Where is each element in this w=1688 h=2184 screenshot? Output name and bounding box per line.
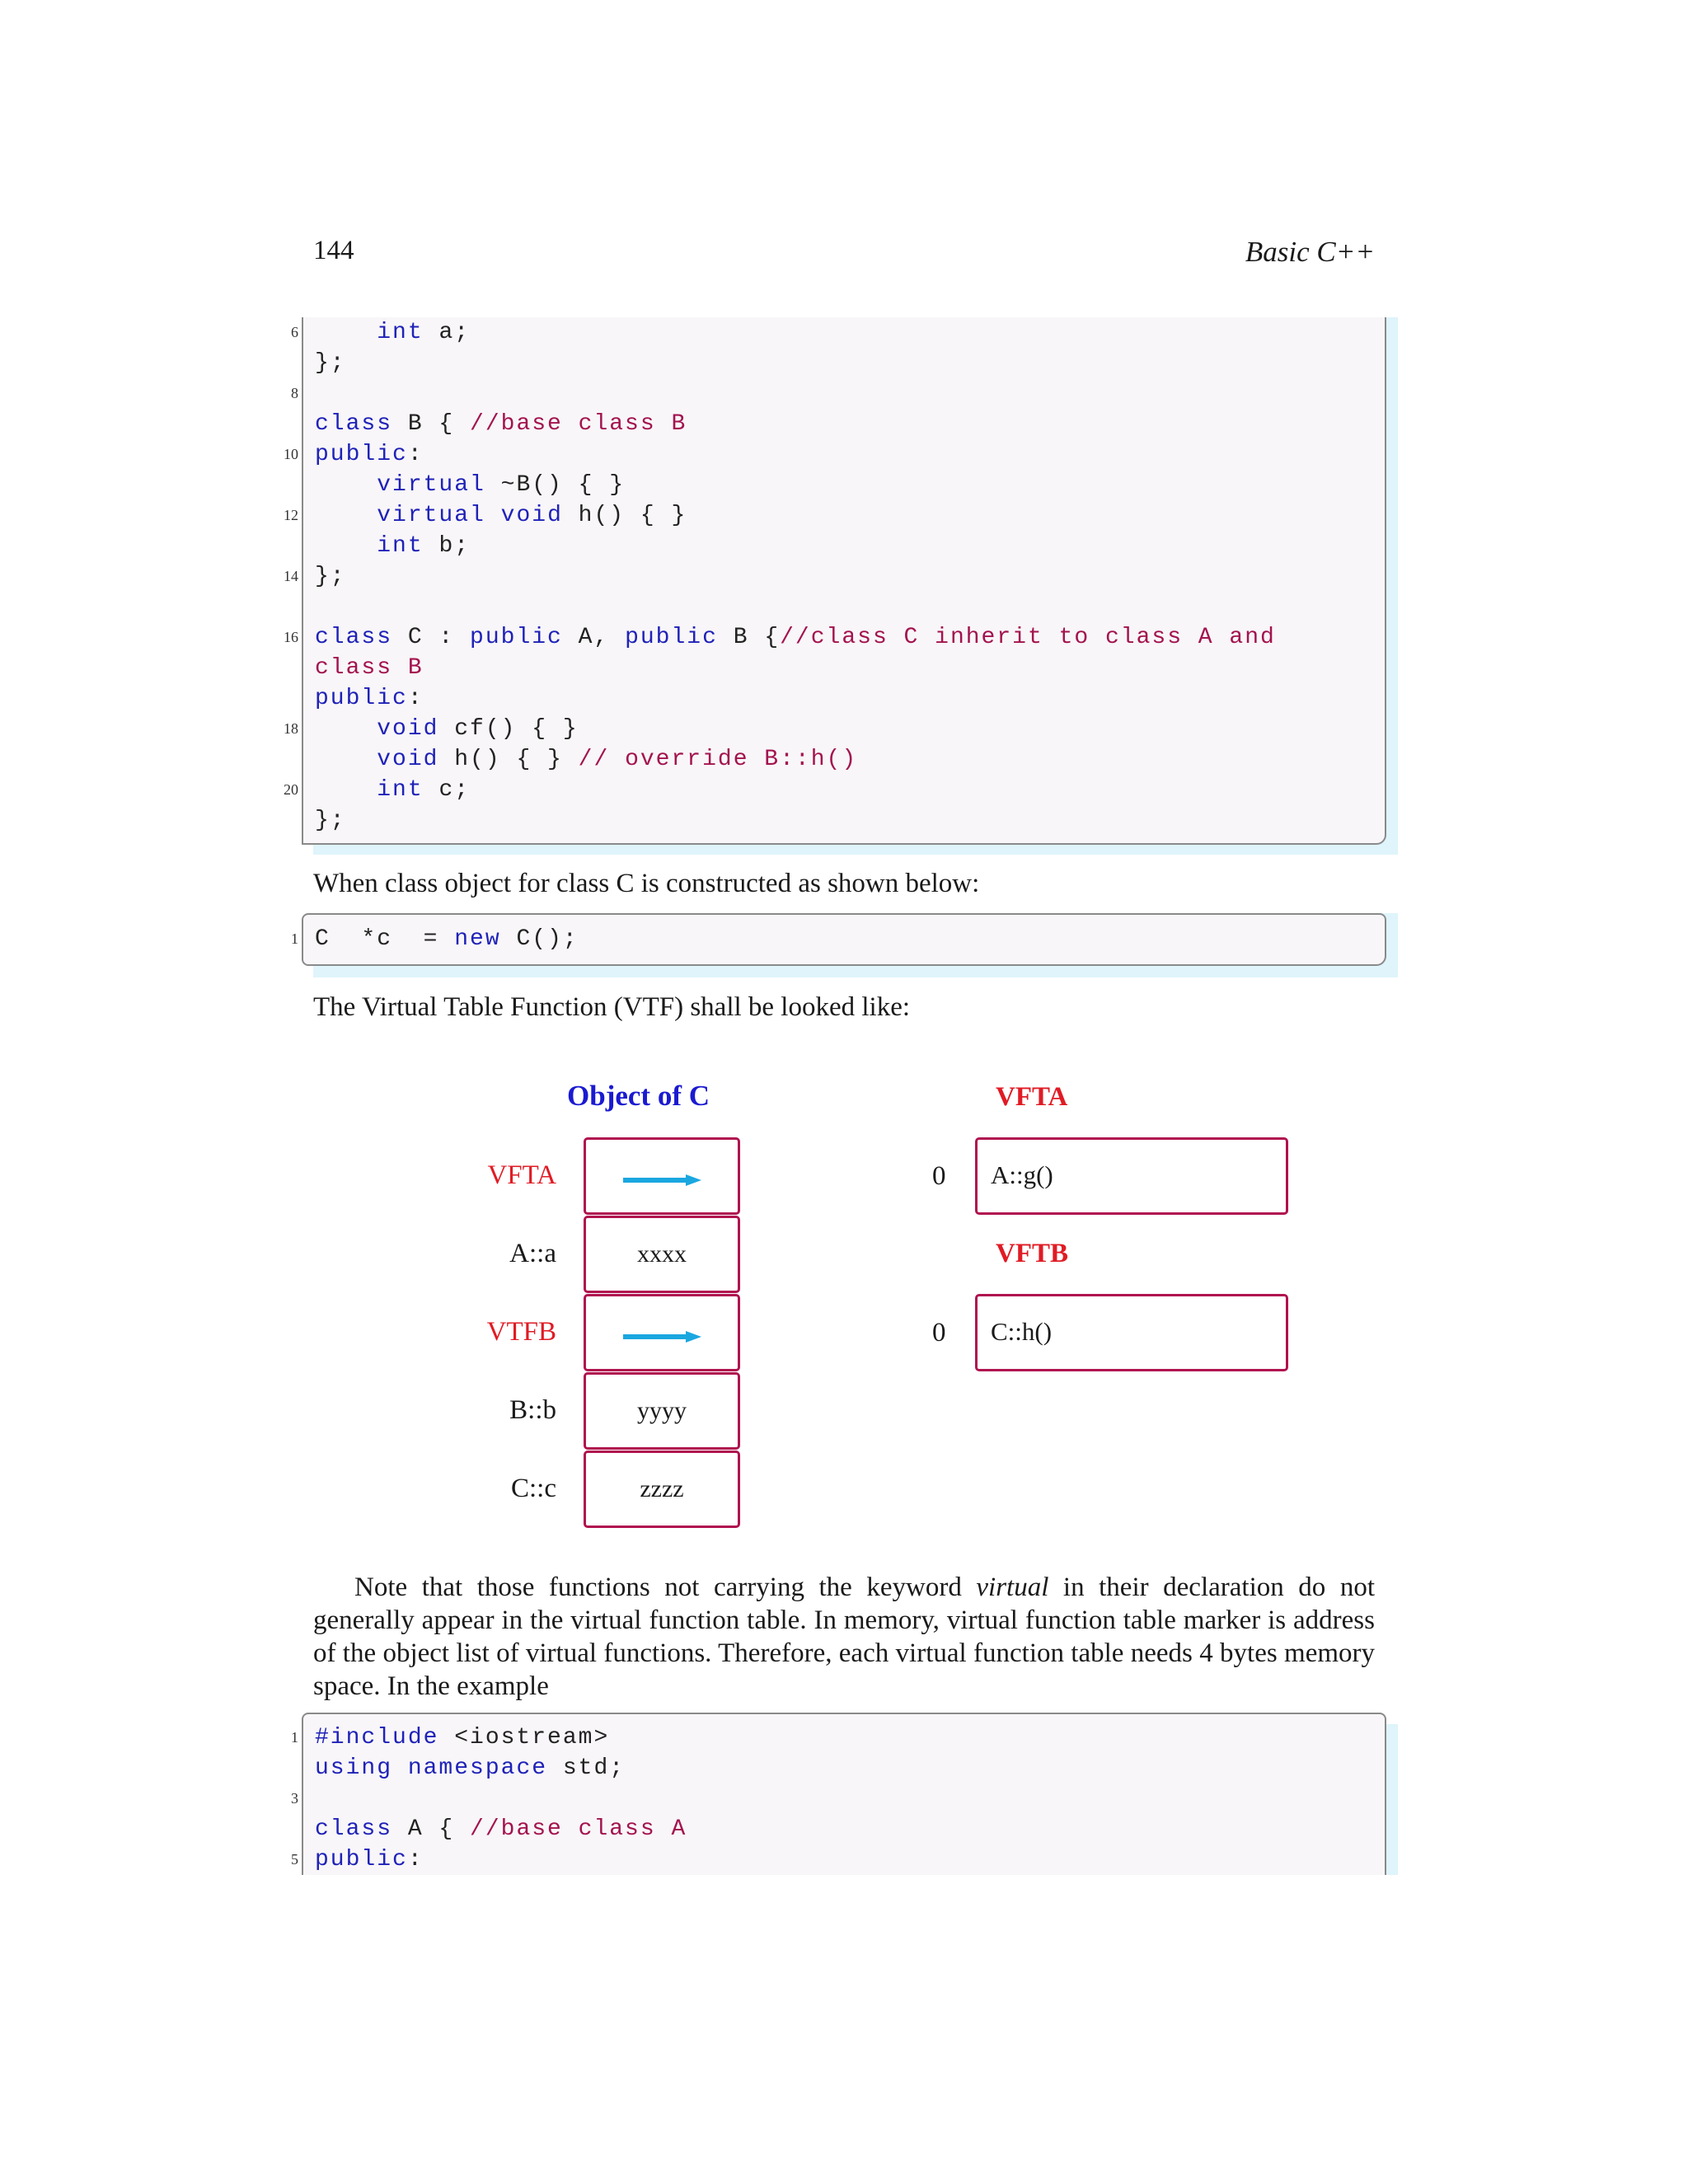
- object-cell-b-b: [584, 1372, 740, 1450]
- code-line: class B: [315, 655, 424, 681]
- code-line: void cf() { }: [377, 716, 579, 742]
- line-number: [265, 531, 298, 561]
- code-line: virtual ~B() { }: [377, 472, 626, 498]
- note-emphasis: virtual: [976, 1572, 1049, 1602]
- line-number: [265, 1753, 298, 1783]
- row-label-vtfb: VTFB: [486, 1317, 556, 1347]
- line-number: 1: [291, 1729, 298, 1746]
- code-line: public:: [315, 1847, 424, 1872]
- object-cell-vtfb: [584, 1294, 740, 1371]
- line-number: 18: [284, 720, 298, 737]
- line-number: [265, 592, 298, 622]
- object-cell-vfta: [584, 1137, 740, 1215]
- code-line: C *c = new C();: [315, 926, 579, 952]
- note-paragraph: [313, 1571, 1375, 1703]
- code-line: class A { //base class A: [315, 1816, 687, 1842]
- listing-3-code: [315, 1722, 687, 1875]
- row-label-a-a: A::a: [509, 1239, 556, 1268]
- code-line: [315, 592, 1276, 622]
- vftb-entry: C::h(): [991, 1317, 1053, 1346]
- pointer-arrow-icon: [623, 1174, 701, 1186]
- listing-1-code: [315, 317, 1276, 836]
- line-number: 5: [291, 1851, 298, 1868]
- line-number: 3: [291, 1790, 298, 1807]
- paragraph-vtf: The Virtual Table Function (VTF) shall be looked like:: [313, 992, 911, 1022]
- cell-value-xxxx: xxxx: [637, 1240, 687, 1268]
- line-number: 8: [291, 385, 298, 401]
- listing-2-line-numbers: [265, 924, 298, 954]
- code-line: class B { //base class B: [315, 411, 687, 437]
- note-text-2: in their declaration do not generally appear in the virtual function table. In memory, virtual function table marker is address of the object list of virtual functions. Therefore, each virtual function table needs 4 bytes memory space. In the example: [313, 1572, 1375, 1701]
- vfta-entry-box: [975, 1137, 1288, 1215]
- line-number: 10: [284, 446, 298, 462]
- code-line: public:: [315, 686, 424, 711]
- row-label-vfta: VFTA: [487, 1160, 556, 1190]
- code-line: int c;: [377, 777, 471, 803]
- code-line: [315, 1783, 687, 1814]
- row-label-b-b: B::b: [509, 1395, 556, 1425]
- code-line: };: [315, 350, 346, 376]
- vfta-table-title: VFTA: [996, 1082, 1068, 1112]
- object-cell-a-a: [584, 1216, 740, 1293]
- code-line: using namespace std;: [315, 1755, 626, 1781]
- line-number: [265, 409, 298, 439]
- vfta-index: 0: [932, 1161, 946, 1191]
- vftb-index: 0: [932, 1318, 946, 1347]
- vftb-table-title: VFTB: [996, 1239, 1069, 1268]
- line-number: 16: [284, 629, 298, 645]
- line-number: 1: [291, 930, 298, 947]
- note-text-1: Note that those functions not carrying the keyword: [354, 1572, 977, 1602]
- code-line: void h() { } // override B::h(): [377, 747, 858, 772]
- line-number: 14: [284, 568, 298, 584]
- listing-2-code: [315, 924, 579, 954]
- line-number: [265, 744, 298, 775]
- vfta-entry: A::g(): [991, 1160, 1053, 1189]
- code-line: class C : public A, public B {//class C inherit to class A and: [315, 625, 1276, 650]
- listing-3-line-numbers: [265, 1722, 298, 1875]
- code-line: [315, 378, 1276, 409]
- line-number: [265, 470, 298, 500]
- page-number: 144: [313, 236, 354, 265]
- line-number: [265, 653, 298, 683]
- line-number: [265, 683, 298, 714]
- line-number: [265, 348, 298, 378]
- code-line: };: [315, 808, 346, 833]
- line-number: 20: [284, 781, 298, 798]
- line-number: 6: [291, 324, 298, 340]
- vftb-entry-box: [975, 1294, 1288, 1371]
- code-line: virtual void h() { }: [377, 503, 687, 528]
- listing-1-line-numbers: [265, 317, 298, 836]
- line-number: [265, 1814, 298, 1844]
- code-line: public:: [315, 442, 424, 467]
- pointer-arrow-icon: [623, 1331, 701, 1343]
- object-of-c-title: Object of C: [567, 1080, 710, 1112]
- cell-value-zzzz: zzzz: [640, 1475, 684, 1502]
- running-title: Basic C++: [1245, 236, 1375, 268]
- code-line: #include <iostream>: [315, 1725, 610, 1750]
- line-number: [265, 805, 298, 836]
- code-line: int b;: [377, 533, 471, 559]
- line-number: 12: [284, 507, 298, 523]
- cell-value-yyyy: yyyy: [637, 1397, 687, 1424]
- code-line: int a;: [377, 320, 471, 345]
- paragraph-construct: When class object for class C is constructed as shown below:: [313, 869, 980, 898]
- row-label-c-c: C::c: [511, 1474, 556, 1503]
- code-line: };: [315, 564, 346, 589]
- object-cell-c-c: [584, 1451, 740, 1528]
